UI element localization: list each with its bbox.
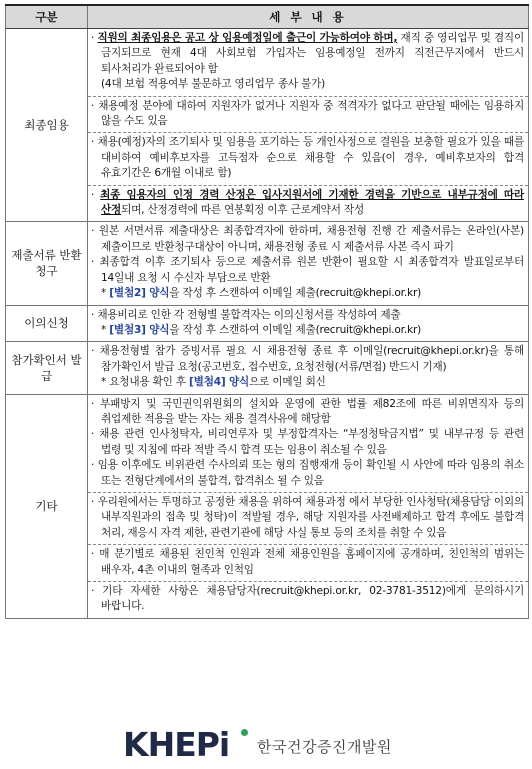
note-item: * [별첨2] 양식을 작성 후 스캔하여 이메일 제출(recruit@khepi.or.kr) — [101, 287, 422, 300]
category-document-return: 제출서류 반환청구 — [6, 222, 88, 305]
row-objection — [6, 305, 529, 342]
note-item: * [별첨3] 양식을 작성 후 스캔하여 이메일 제출(recruit@khepi.or.kr) — [101, 323, 422, 336]
category-objection: 이의신청 — [6, 305, 88, 342]
bullet-item: · 매 분기별로 채용된 친인척 인원과 전체 채용인원을 홈페이지에 공개하며, 친인척의 범위는 배우자, 4촌 이내의 혈족과 인척임 — [91, 548, 524, 576]
details-objection — [88, 305, 529, 342]
block — [88, 185, 528, 222]
bullet-item: · 기타 자세한 사항은 채용담당자(recruit@khepi.or.kr, 02-3781-3512)에게 문의하시기 바랍니다. — [91, 585, 524, 613]
block — [88, 395, 528, 492]
details-table — [5, 4, 529, 619]
block — [88, 492, 528, 544]
block — [88, 342, 528, 393]
block — [88, 132, 528, 184]
header-details: 세 부 내 용 — [88, 5, 529, 29]
bullet-item: · 우리원에서는 투명하고 공정한 채용을 위하여 채용과정 에서 부당한 인사청탁(채용담당 이외의 내부직원과의 접촉 및 청탁)이 적발될 경우, 해당 지원자를 사전배제하고 합격 후에도 불합격 처리, 재응시 자격 제한, 관련기관에 해당 사실 통보 등의 조치를 취할 수 있음 — [91, 495, 524, 539]
category-final-appointment: 최종임용 — [6, 29, 88, 222]
category-participation-certificate: 참가확인서 발급 — [6, 342, 88, 394]
attachment-link: [별첨2] 양식 — [109, 287, 170, 300]
bullet-item: · 최종합격 이후 조기퇴사 등으로 제출서류 원본 반환이 필요할 시 최종합격자 발표일로부터 14일내 요청 시 수신자 부담으로 반환 — [91, 256, 524, 284]
block — [88, 581, 528, 618]
category-etc: 기타 — [6, 394, 88, 618]
logo-organization-name: 한국건강증진개발원 — [257, 738, 392, 756]
bullet-item: · 채용(예정)자의 조기퇴사 및 임용을 포기하는 등 개인사정으로 결원을 보충할 필요가 있을 때를 대비하여 예비후보자를 고득점자 순으로 채용할 수 있음(이 경우, 예비후보자의 합격 유효기간은 6개월 이내로 함) — [91, 136, 524, 180]
note-item: * 요청내용 확인 후 [별첨4] 양식으로 이메일 회신 — [101, 376, 326, 389]
row-etc — [6, 394, 529, 618]
bullet-item: · 채용전형별 참가 증빙서류 필요 시 채용전형 종료 후 이메일(recruit@khepi.or.kr)을 통해 참가확인서 발급 요청(공고번호, 접수번호, 요청전형(서류/면접) 반드시 기재) — [91, 345, 524, 373]
emphasis-text: 직원의 최종임용은 공고 상 임용예정일에 출근이 가능하여야 하며, — [97, 32, 398, 44]
header-category: 구분 — [6, 5, 88, 29]
row-document-return — [6, 222, 529, 305]
emphasis-text: 최종 임용자의 인정 경력 산정은 입사지원서에 기재한 경력을 기반으로 내부규정에 따라 산정 — [100, 188, 524, 217]
block — [88, 306, 528, 342]
details-final-appointment — [88, 29, 529, 222]
block — [88, 96, 528, 133]
bullet-item: · 최종 임용자의 인정 경력 산정은 입사지원서에 기재한 경력을 기반으로 내부규정에 따라 산정되며, 산정경력에 따른 연봉획정 이후 근로계약서 작성 — [91, 188, 524, 217]
attachment-link: [별첨4] 양식 — [189, 376, 250, 389]
bullet-item: · 직원의 최종임용은 공고 상 임용예정일에 출근이 가능하여야 하며, 재직 중 영리업무 및 겸직이 금지되므로 현재 4대 사회보험 가입자는 임용예정일 전까지 직전근무지에서 반드시 퇴사처리가 완료되어야 함 (4대 보험 적용여부 불문하고 영리업무 종사 불가) — [91, 32, 524, 91]
logo-wordmark: KHEPi — [123, 725, 230, 764]
recruitment-details-document — [5, 4, 528, 619]
details-etc — [88, 394, 529, 618]
table-header-row — [6, 5, 529, 29]
block — [88, 544, 528, 581]
bullet-item: · 채용비리로 인한 각 전형별 불합격자는 이의신청서를 작성하여 제출 — [91, 308, 401, 321]
details-participation-certificate — [88, 342, 529, 394]
row-participation-certificate — [6, 342, 529, 394]
bullet-item: · 임용 이후에도 비위관련 수사의뢰 또는 형의 집행재개 등이 확인될 시 사안에 따라 임용의 취소 또는 전형단계에서의 불합격, 합격취소 될 수 있음 — [91, 459, 524, 487]
row-final-appointment — [6, 29, 529, 222]
details-document-return — [88, 222, 529, 305]
block — [88, 222, 528, 304]
bullet-item: · 원본 서면서류 제출대상은 최종합격자에 한하며, 채용전형 진행 간 제출서류는 온라인(사본) 제출이므로 반환청구대상이 아니며, 채용전형 종료 시 제출서류 사본 즉시 파기 — [91, 225, 524, 253]
khepi-logo — [123, 726, 423, 762]
logo-dot-icon — [241, 729, 248, 736]
attachment-link: [별첨3] 양식 — [109, 323, 170, 336]
bullet-item: · 부패방지 및 국민권익위원회의 설치와 운영에 관한 법률 제82조에 따른 비위면직자 등의 취업제한 적용을 받는 자는 채용 결격사유에 해당함 — [91, 397, 524, 425]
bullet-item: · 채용 관련 인사청탁자, 비리연루자 및 부정합격자는 “부정청탁금지법” 및 내부규정 등 관련 법령 및 지침에 따라 적발 즉시 합격 또는 임용이 취소될 수 있음 — [91, 428, 524, 456]
bullet-item: · 채용예정 분야에 대하여 지원자가 없거나 지원자 중 적격자가 없다고 판단될 때에는 임용하지 않을 수도 있음 — [91, 99, 524, 128]
block — [88, 29, 528, 96]
